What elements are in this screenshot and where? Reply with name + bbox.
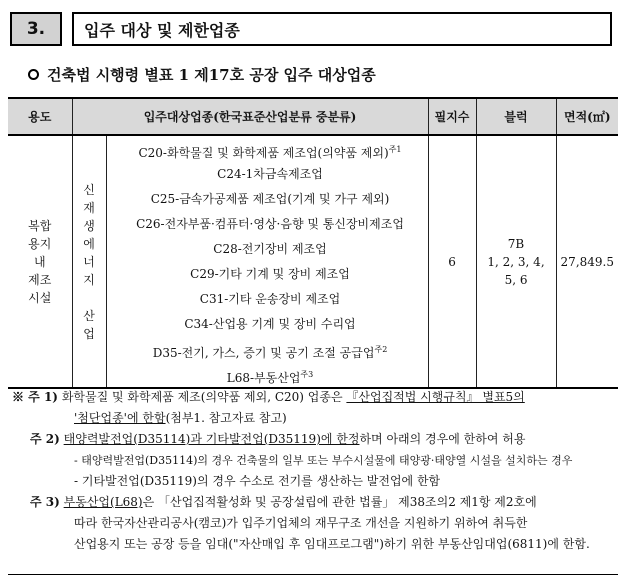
note-3-cont: 산업용지 또는 공장 등을 임대("자산매입 후 임대프로그램")하기 위한 부동산임대업(6811)에 한함. [74, 537, 590, 551]
note-1-cont: '첨단업종'에 한함(첨부1. 참고자료 참고) [74, 411, 287, 425]
footnote-mark: 주1 [388, 144, 402, 154]
header-block: 블럭 [476, 98, 556, 135]
cell-use [8, 135, 72, 388]
section-title: 입주 대상 및 제한업종 [72, 12, 612, 46]
note-2-item: - 태양력발전업(D35114)의 경우 건축물의 일부 또는 부수시설물에 태양광·태양열 시설을 설치하는 경우 [74, 454, 573, 467]
sector-text: 신 재 생 에 너 지 산 업 [83, 182, 95, 341]
bottom-rule [8, 574, 618, 575]
header-use: 용도 [8, 98, 72, 135]
industry-item: C31-기타 운송장비 제조업 [199, 291, 341, 306]
note-3: 주 3) 부동산업(L68)은 「산업집적활성화 및 공장설립에 관한 법률」 제38조의2 제1항 제2호에 [30, 495, 537, 509]
block-line: 5, 6 [504, 272, 528, 287]
industry-item: L68-부동산업$^{주3}$ [226, 369, 314, 385]
note-2: 주 2) 태양력발전업(D35114)과 기타발전업(D35119)에 한정하며 아래의 경우에 한하여 허용 [30, 432, 526, 446]
note-3-label: 주 3) [30, 495, 60, 509]
footnotes [12, 387, 617, 555]
note-1-label: ※ 주 1) [12, 390, 58, 404]
industry-item: D35-전기, 가스, 증기 및 공기 조절 공급업$^{주2}$ [152, 344, 388, 360]
industry-item: C20-화학물질 및 화학제품 제조업(의약품 제외)$^{주1}$ [138, 144, 402, 160]
subheading-text: 건축법 시행령 별표 1 제17호 공장 입주 대상업종 [47, 66, 376, 84]
block-line: 7B [507, 236, 525, 251]
cell-lots: 6 [428, 135, 476, 388]
circle-bullet-icon [28, 69, 39, 80]
footnote-mark: 주2 [374, 344, 388, 354]
subheading [28, 64, 376, 85]
industry-item: C26-전자부품·컴퓨터·영상·음향 및 통신장비제조업 [136, 216, 404, 231]
footnote-mark: 주3 [300, 369, 314, 379]
note-3-cont: 따라 한국자산관리공사(캠코)가 입주기업체의 재무구조 개선을 지원하기 위하여 취득한 [74, 516, 528, 530]
note-2-item: - 기타발전업(D35119)의 경우 수소로 전기를 생산하는 발전업에 한함 [74, 474, 441, 488]
industry-item: C28-전기장비 제조업 [213, 241, 327, 256]
industry-item: C29-기타 기계 및 장비 제조업 [190, 266, 350, 281]
cell-sector [72, 135, 106, 388]
cell-area: 27,849.5 [556, 135, 618, 388]
use-text: 복합 용지 내 제조 시설 [28, 218, 52, 305]
header-lots: 필지수 [428, 98, 476, 135]
industry-item: C25-금속가공제품 제조업(기계 및 가구 제외) [150, 191, 390, 206]
cell-industries [106, 135, 428, 388]
cell-block [476, 135, 556, 388]
header-area: 면적(㎡) [556, 98, 618, 135]
header-industry: 입주대상업종(한국표준산업분류 중분류) [72, 98, 428, 135]
industry-table [8, 97, 618, 389]
note-1: ※ 주 1) 화학물질 및 화학제품 제조(의약품 제외, C20) 업종은 『산업집적법 시행규칙』 별표5의 [12, 390, 525, 404]
industry-item: C34-산업용 기계 및 장비 수리업 [184, 316, 356, 331]
section-number: 3. [10, 12, 62, 46]
note-2-label: 주 2) [30, 432, 60, 446]
block-line: 1, 2, 3, 4, [487, 254, 545, 269]
industry-item: C24-1차금속제조업 [217, 166, 323, 181]
